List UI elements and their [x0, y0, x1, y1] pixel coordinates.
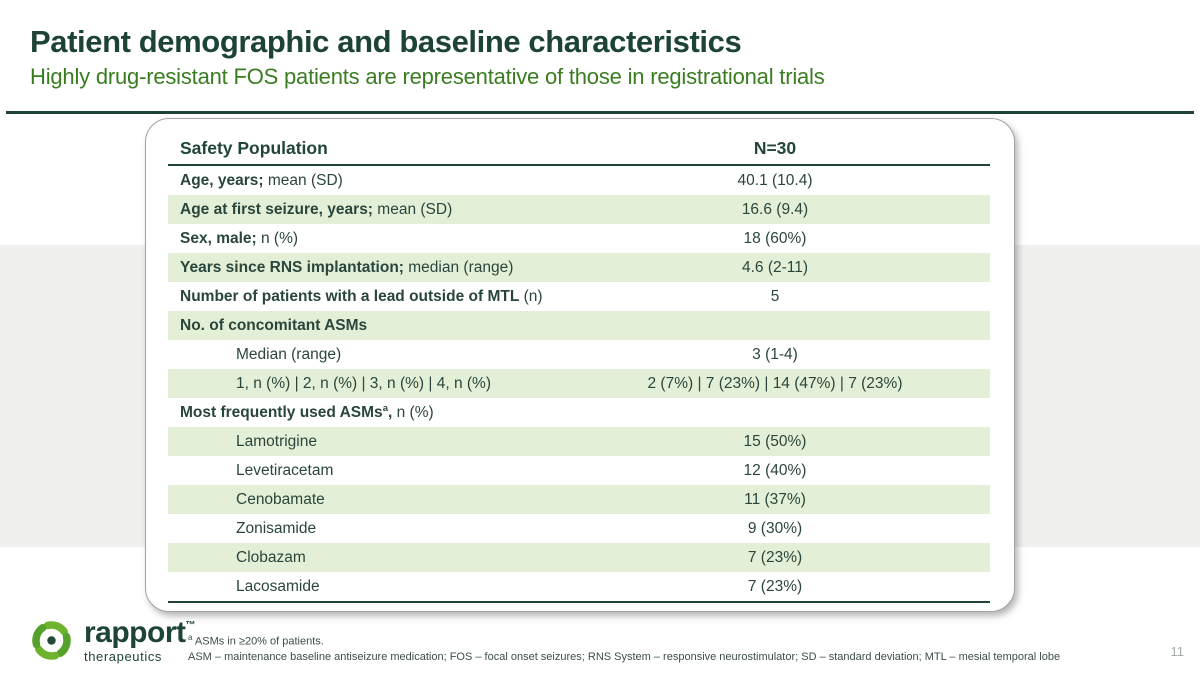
row-value: 18 (60%) — [743, 229, 807, 247]
table-row — [168, 543, 990, 572]
table-card — [145, 118, 1015, 612]
row-label: Number of patients with a lead outside of MTL (n) — [180, 287, 543, 305]
superscript-marker: a — [382, 402, 388, 414]
table-row — [168, 572, 990, 601]
row-label: Clobazam — [236, 548, 306, 566]
table-row — [168, 456, 990, 485]
table-row — [168, 195, 990, 224]
table-row — [168, 282, 990, 311]
row-value: 11 (37%) — [744, 490, 806, 508]
row-label: Age, years; mean (SD) — [180, 171, 343, 189]
row-label: Zonisamide — [236, 519, 317, 537]
footnote-line-1: $^a$ ASMs in ≥20% of patients. — [188, 633, 324, 648]
row-value: 2 (7%) | 7 (23%) | 14 (47%) | 7 (23%) — [647, 374, 903, 392]
table-row — [168, 514, 990, 543]
row-label: Lacosamide — [236, 577, 320, 595]
header-divider — [6, 111, 1194, 114]
table-row — [168, 485, 990, 514]
table-header-population: Safety Population — [180, 138, 328, 158]
page-subtitle: Highly drug-resistant FOS patients are representative of those in registrational trials — [30, 64, 825, 89]
row-label: Sex, male; n (%) — [180, 229, 299, 247]
table-row — [168, 398, 990, 427]
row-label: Median (range) — [236, 345, 342, 363]
row-value: 3 (1-4) — [752, 345, 798, 363]
row-value: 4.6 (2-11) — [741, 258, 809, 276]
row-label: Years since RNS implantation; median (range) — [180, 258, 514, 276]
table-body — [168, 166, 990, 603]
rapport-logo — [28, 617, 195, 664]
footnote-line-2: ASM – maintenance baseline antiseizure medication; FOS – focal onset seizures; RNS System – responsive neurostimulator; SD – standard deviation; MTL – mesial temporal lobe — [188, 650, 1061, 663]
table-row — [168, 369, 990, 398]
logo-subtext: therapeutics — [84, 648, 163, 664]
page-title: Patient demographic and baseline characteristics — [30, 24, 742, 59]
row-value: 5 — [770, 287, 780, 305]
logo-text — [84, 615, 195, 664]
row-label: Most frequently used ASMs$^a$, n (%) — [180, 402, 434, 422]
trademark-symbol: ™ — [185, 619, 195, 631]
row-value: 40.1 (10.4) — [737, 171, 813, 189]
row-label: Lamotrigine — [236, 432, 317, 450]
table-row — [168, 340, 990, 369]
table-row — [168, 311, 990, 340]
row-value: 7 (23%) — [747, 548, 803, 566]
row-label: Cenobamate — [236, 490, 325, 508]
table-row — [168, 427, 990, 456]
demographics-table — [168, 133, 990, 603]
row-value: 12 (40%) — [743, 461, 807, 479]
row-value: 7 (23%) — [747, 577, 803, 595]
row-label: Levetiracetam — [236, 461, 334, 479]
row-label: No. of concomitant ASMs — [180, 316, 368, 334]
footnote-superscript: a — [188, 633, 193, 642]
pinwheel-icon — [28, 617, 75, 664]
logo-wordmark: rapport™ — [84, 615, 195, 649]
row-label: Age at first seizure, years; mean (SD) — [180, 200, 453, 218]
page-number: 11 — [1170, 644, 1184, 659]
row-value: 16.6 (9.4) — [741, 200, 809, 218]
row-value: 15 (50%) — [743, 432, 807, 450]
table-row — [168, 224, 990, 253]
row-value: 9 (30%) — [747, 519, 803, 537]
row-label: 1, n (%) | 2, n (%) | 3, n (%) | 4, n (%) — [236, 374, 491, 392]
table-header-row — [168, 133, 990, 166]
footnotes — [188, 633, 1060, 664]
table-row — [168, 253, 990, 282]
table-row — [168, 166, 990, 195]
table-header-n: N=30 — [753, 138, 797, 158]
